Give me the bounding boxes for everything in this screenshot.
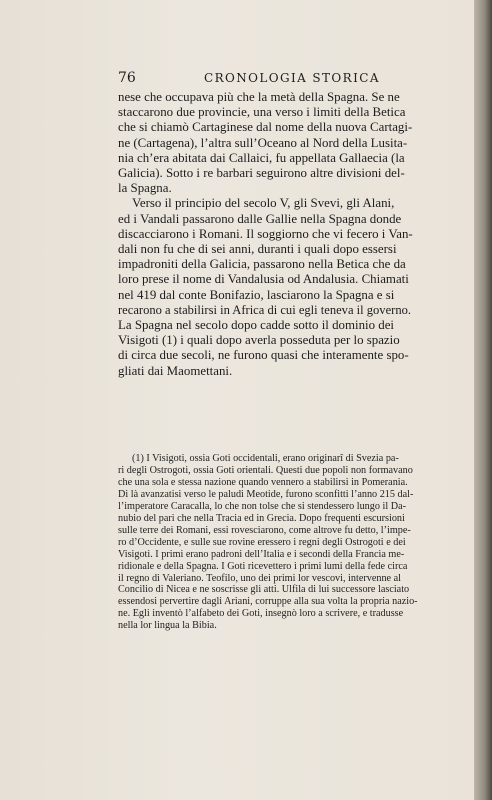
- footnote-line: (1) I Visigoti, ossia Goti occidentali, erano originarî di Svezia pa-: [132, 453, 399, 464]
- footnote-line: Di là avanzatisi verso le paludi Meotide, furono sconfitti l’anno 215 dal-: [118, 488, 414, 500]
- footnote-line: Visigoti. I primi erano padroni dell’Italia e i secondi della Francia me-: [118, 548, 405, 560]
- footnote-line: ro d’Occidente, e sulle sue rovine eressero i regni degli Ostrogoti e dei: [118, 536, 406, 548]
- footnote: [118, 453, 418, 632]
- text-line: ed i Vandali passarono dalle Gallie nella Spagna donde: [118, 211, 402, 226]
- text-line: ne (Cartagena), l’altra sull’Oceano al Nord della Lusita-: [118, 135, 408, 150]
- footnote-line: che una sola e stessa nazione quando vennero a stabilirsi in Pomerania.: [118, 476, 408, 488]
- footnote-line: nubio del pari che nella Tracia ed in Grecia. Dopo frequenti escursioni: [118, 512, 405, 524]
- text-line: impadroniti della Galicia, passarono nella Betica che da: [118, 257, 406, 272]
- page-number: 76: [118, 70, 136, 86]
- page-edge-shadow: [474, 0, 492, 800]
- text-line: Verso il principio del secolo V, gli Svevi, gli Alani,: [132, 196, 395, 211]
- main-text: [118, 90, 414, 379]
- text-line: la Spagna.: [118, 181, 172, 196]
- footnote-line: ridionale e della Spagna. I Goti ricevettero i primi lumi della fede circa: [118, 560, 408, 572]
- text-line: di circa due secoli, ne furono quasi che interamente spo-: [118, 348, 409, 363]
- text-line: discacciarono i Romani. Il soggiorno che vi fecero i Van-: [118, 226, 413, 241]
- footnote-line: Concilio di Nicea e ne soscrisse gli atti. Ulfila di lui successore lasciato: [118, 584, 410, 596]
- footnote-line: ne. Egli inventò l’alfabeto dei Goti, insegnò loro a scrivere, e tradusse: [118, 608, 404, 620]
- footnote-line: essendosi pervertire dagli Ariani, corruppe alla sua volta la propria nazio-: [118, 596, 418, 608]
- text-line: loro prese il nome di Vandalusia od Andalusia. Chiamati: [118, 272, 409, 287]
- text-line: nel 419 dal conte Bonifazio, lasciarono la Spagna e si: [118, 287, 395, 302]
- text-line: nia ch’era abitata dai Callaici, fu appellata Gallaecia (la: [118, 150, 405, 165]
- text-line: dali non fu che di sei anni, duranti i quali dopo essersi: [118, 242, 397, 257]
- page-header: [118, 70, 418, 86]
- text-line: Galicia). Sotto i re barbari seguirono altre divisioni del-: [118, 166, 405, 181]
- footnote-line: sulle terre dei Romani, essi rovesciarono, come altrove fu detto, l’impe-: [118, 524, 411, 536]
- text-line: Visigoti (1) i quali dopo averla posseduta per lo spazio: [118, 333, 400, 348]
- text-line: recarono a stabilirsi in Africa di cui egli teneva il governo.: [118, 302, 412, 317]
- text-line: La Spagna nel secolo dopo cadde sotto il dominio dei: [118, 318, 395, 333]
- footnote-line: il regno di Valeriano. Teofilo, uno dei primi lor vescovi, intervenne al: [118, 572, 401, 584]
- text-line: nese che occupava più che la metà della Spagna. Se ne: [118, 90, 400, 104]
- footnote-line: nella lor lingua la Bibia.: [118, 620, 217, 632]
- text-line: che si chiamò Cartaginese dal nome della nuova Cartagi-: [118, 120, 413, 135]
- running-title: CRONOLOGIA STORICA: [204, 71, 380, 85]
- footnote-line: ri degli Ostrogoti, ossia Goti orientali. Questi due popoli non formavano: [118, 464, 413, 476]
- text-line: gliati dai Maomettani.: [118, 363, 233, 378]
- text-line: staccarono due provincie, una verso i limiti della Betica: [118, 105, 406, 120]
- footnote-line: l’imperatore Caracalla, lo che non tolse che si stendessero lungo il Da-: [118, 500, 406, 512]
